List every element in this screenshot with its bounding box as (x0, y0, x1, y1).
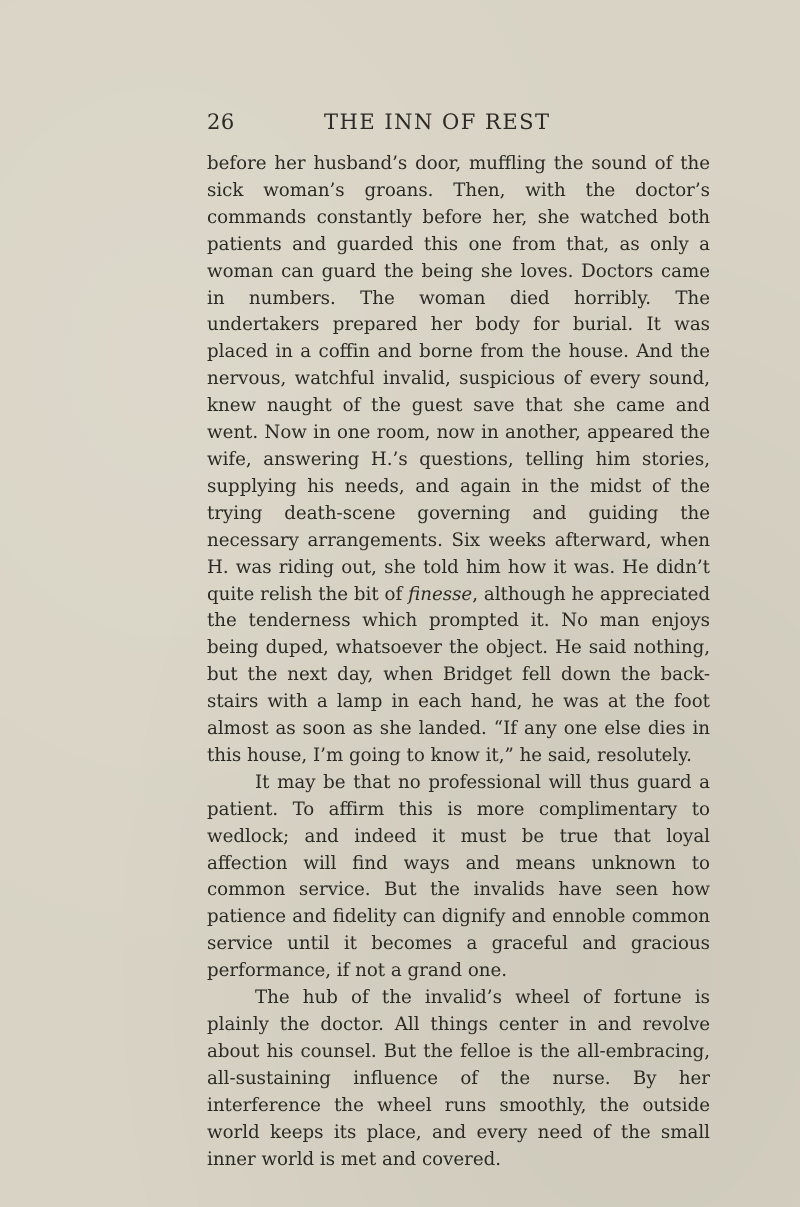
paragraph-2: It may be that no professional will thus guard a patient. To affirm this is more complimentary to wedlock; and indeed it must be true that loyal affection will find ways and means unknown to common service. But the invalids have seen how patience and fidelity can dignify and ennoble common service until it becomes a graceful and gracious performance, if not a grand one. (207, 771, 710, 982)
paragraph-1-text-before: before her husband’s door, muffling the sound of the sick woman’s groans. Then, with the doctor’s commands constantly before her, she watched both patients and guarded this one from that, as only a woman can guard the being she loves. Doctors came in numbers. The woman died horribly. The undertakers prepared her body for burial. It was placed in a coffin and borne from the house. And the nervous, watchful invalid, suspicious of every sound, knew naught of the guest save that she came and went. Now in one room, now in another, appeared the wife, answering H.’s questions, telling him stories, supplying his needs, and again in the midst of the trying death-scene governing and guiding the necessary arrangements. Six weeks afterward, when H. was riding out, she told him how it was. He didn’t quite relish the bit of (207, 153, 710, 605)
running-head (207, 110, 710, 142)
paragraph-1-text-after: , although he appreciated the tenderness which prompted it. No man enjoys being duped, whatsoever the object. He said nothing, but the next day, when Bridget fell down the back-stairs with a lamp in each hand, he was at the foot almost as soon as she landed. “If any one else dies in this house, I’m going to know it,” he said, resolutely. (207, 583, 711, 766)
paragraph-1 (207, 151, 710, 770)
paragraph-1-emphasis: finesse (408, 583, 473, 605)
page-number: 26 (207, 110, 235, 134)
paragraph-3: The hub of the invalid’s wheel of fortune is plainly the doctor. All things center in and revolve about his counsel. But the felloe is the all-embracing, all-sustaining influence of the nurse. By her interference the wheel runs smoothly, the outside world keeps its place, and every need of the small inner world is met and covered. (207, 987, 710, 1170)
body-text (207, 151, 710, 1173)
book-title: THE INN OF REST (324, 110, 551, 134)
